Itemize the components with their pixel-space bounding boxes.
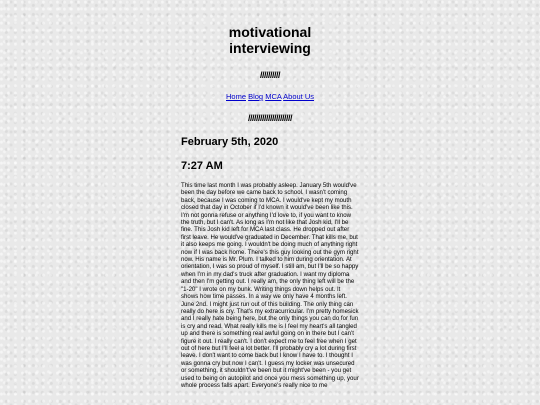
post-body: This time last month I was probably asleep. January 5th would've been the day before we came back to school. I wasn't coming back, because I was coming to MCA. I would've kept my mouth closed that day in October if I'd known it would've been like this. I'm not gonna refuse or anything I'd love to, if you want to know the truth, but I can't. As long as I'm not like that Josh kid, I'll be fine. This Josh kid left for MCA last class. He dropped out after first leave. He would've graduated in December. That kills me, but it also keeps me going. I wouldn't be doing much of anything right now if I was back home. There's this guy looking out the gym right now. His name is Mr. Plum. I talked to him during orientation. At orientation, I was so proud of myself. I still am, but I'll be so happy when I'm in my dad's truck after graduation. I want my diploma and then I'm getting out. I really am, the only thing left will be the "1-20" I wrote on my bunk. Writing things down helps out. It shows how time passes. In a way we only have 4 months left. June 2nd. I might just run out of this building. The only thing can really do here is cry. That's my extracurricular. I'm pretty homesick and I really hate being here, but the only things you can do for fun is cry and read. What really kills me is I feel my heart's all tangled up and there is something real awful going on in there but I can't figure it out. I really can't. I don't expect me to feel free when I get out of here but I'll feel a lot better. I'll probably cry a lot during first leave. I don't want to come back but I know I have to. I thought I was gonna cry but now I can't. I guess my locker was unsecured or something, it shouldn't've been but it might've been - you get used to being on autopilot and once you mess something up, your whole process falls apart. Everyone's really nice to me	[181, 182, 359, 389]
site-title-line1: motivational	[228, 24, 312, 40]
site-title-line2: interviewing	[229, 40, 311, 56]
post-time: 7:27 AM	[181, 160, 223, 172]
nav-link-about[interactable]: About Us	[283, 92, 314, 101]
decorative-divider-long: //////////////////////	[247, 113, 292, 123]
nav-link-mca[interactable]: MCA	[265, 92, 282, 101]
nav-link-home[interactable]: Home	[225, 92, 246, 101]
site-title	[181, 24, 359, 56]
nav-link-blog[interactable]: Blog	[248, 92, 264, 101]
post-date: February 5th, 2020	[181, 136, 279, 148]
decorative-divider-short: //////////	[259, 70, 280, 80]
content-column	[181, 0, 359, 389]
nav-bar	[181, 92, 359, 102]
